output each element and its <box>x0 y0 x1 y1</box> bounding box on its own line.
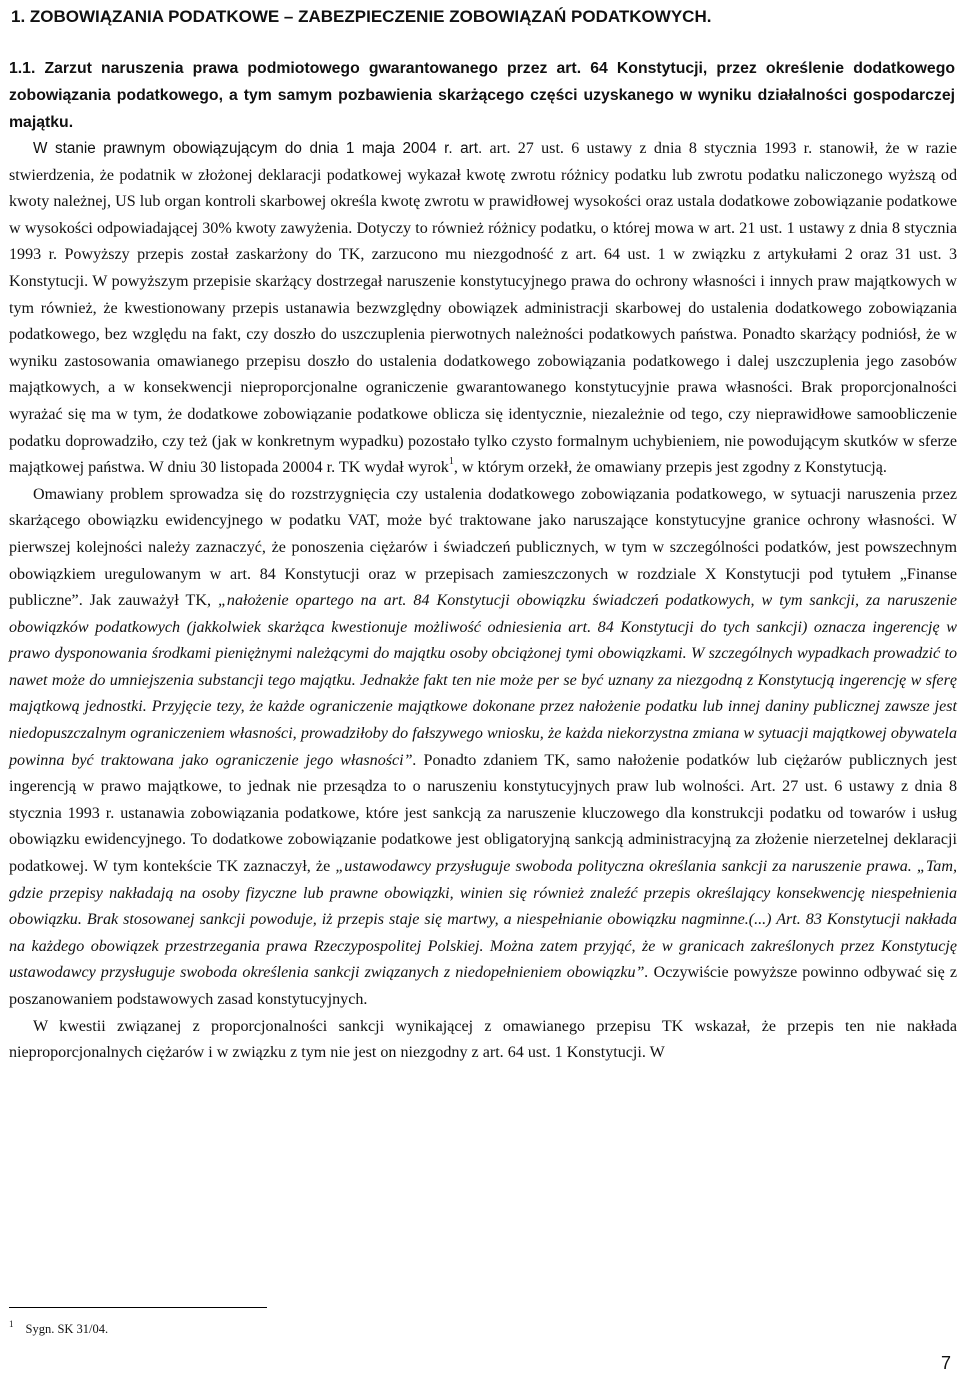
section-heading: 1. ZOBOWIĄZANIA PODATKOWE – ZABEZPIECZENIE ZOBOWIĄZAŃ PODATKOWYCH. <box>11 7 712 26</box>
page-number: 7 <box>940 1353 951 1373</box>
paragraph-2-ending: Oczywiście powyższe powinno odbywać się z poszanowaniem podstawowych zasad konstytucyjnych. <box>9 964 957 1008</box>
footnote-separator <box>9 1307 267 1308</box>
footnote-reference: 1 <box>448 456 454 468</box>
subsection-heading: 1.1. Zarzut naruszenia prawa podmiotowego gwarantowanego przez art. 64 Konstytucji, przez określenie dodatkowego zobowiązania podatkowego, a tym samym pozbawienia skarżącego części uzyskanego w wyniku działalności gospodarczej majątku. <box>9 60 955 131</box>
footnote-marker: 1 <box>9 1319 14 1329</box>
paragraph-1 <box>9 136 957 482</box>
paragraph-2-opening: Omawiany problem sprowadza się do rozstrzygnięcia czy ustalenia dodatkowego zobowiązania podatkowego, w sytuacji naruszenia przez skarżącego obowiązku ewidencyjnego w podatku VAT, może być traktowane jako naruszające konstytucyjne granice ochrony własności. W pierwszej kolejności należy zaznaczyć, że ponoszenia ciężarów i świadczeń publicznych, w tym w szczególności podatków, jest powszechnym obowiązkiem uregulowanym w art. 84 Konstytucji oraz w przepisach zamieszczonych w rozdziale X Konstytucji pod tytułem „Finanse publiczne”. Jak zauważył TK, <box>9 485 957 610</box>
paragraph-1-body: art. 27 ust. 6 ustawy z dnia 8 stycznia 1993 r. stanowił, że w razie stwierdzenia, że podatnik w złożonej deklaracji podatkowej wykazał kwotę zwrotu różnicy podatku lub zwrotu podatku naliczonego wyższą od kwoty należnej, US lub organ kontroli skarbowej określa kwotę zwrotu w prawidłowej wysokości oraz ustala dodatkowe zobowiązanie podatkowe w wysokości odpowiadającej 30% kwoty zawyżenia. Dotyczy to również różnicy podatku, o której mowa w art. 21 ust. 1 ustawy z dnia 8 stycznia 1993 r. Powyższy przepis został zaskarżony do TK, zarzucono mu niezgodność z art. 64 ust. 1 w związku z artykułami 2 oraz 31 ust. 3 Konstytucji. W powyższym przepisie skarżący dostrzegał naruszenie konstytucyjnego prawa do ochrony własności i innych praw majątkowych w tym również, że kwestionowany przepis ustanawia bezwzględny obowiązek administracji skarbowej do ustalenia dodatkowego zobowiązania podatkowego, bez względu na fakt, czy doszło do uszczuplenia pierwotnych należności podatkowych państwa. Ponadto skarżący podniósł, że w wyniku zastosowania omawianego przepisu doszło do ustalenia dodatkowego zobowiązania podatkowego i dalej uszczuplenia jego zasobów majątkowych, a w konsekwencji nieproporcjonalne ograniczenie gwarantowanego konstytucyjnie prawa własności. Brak proporcjonalności wyrażać się ma w tym, że dodatkowe zobowiązanie podatkowe oblicza się identycznie, niezależnie od tego, czy nieprawidłowe samoobliczenie podatku doprowadziło, czy też (jak w konkretnym wypadku) pozostało tylko czysto formalnym uchybieniem, nie powodującym skutków w sferze majątkowej państwa. W dniu 30 listopada 20004 r. TK wydał wyrok <box>9 140 957 477</box>
footnote <box>9 1316 108 1337</box>
body-text <box>9 136 957 1067</box>
paragraph-1-ending: , w którym orzekł, że omawiany przepis jest zgodny z Konstytucją. <box>453 459 887 477</box>
footnote-text: Sygn. SK 31/04. <box>25 1322 109 1336</box>
paragraph-2-middle: Ponadto zdaniem TK, samo nałożenie podatków lub ciężarów publicznych jest ingerencją w prawo majątkowe, to jednak nie przesądza to o naruszeniu konstytucyjnych praw lub wolności. Art. 27 ust. 6 ustawy z dnia 8 stycznia 1993 r. ustanawia zobowiązania podatkowe, które jest sankcją za naruszenie kluczowego dla konstrukcji podatku od towarów i usług obowiązku ewidencyjnego. To dodatkowe zobowiązanie podatkowe jest obligatoryjną sankcją administracyjną za złożenie nierzetelnej deklaracji podatkowej. W tym kontekście TK zaznaczył, że <box>9 751 957 876</box>
paragraph-3: W kwestii związanej z proporcjonalności sankcji wynikającej z omawianego przepisu TK wskazał, że przepis ten nie nakłada nieproporcjonalnych ciężarów i w związku z tym nie jest on niezgodny z art. 64 ust. 1 Konstytucji. W <box>9 1017 957 1062</box>
paragraph-2 <box>9 482 957 1014</box>
paragraph-1-opening: W stanie prawnym obowiązującym do dnia 1 maja 2004 r. art. <box>33 140 483 157</box>
tk-quotation-1: „nałożenie opartego na art. 84 Konstytucji obowiązku świadczeń podatkowych, w tym sankcji, za naruszenie obowiązków podatkowych (jakkolwiek skarżąca kwestionuje możliwość odniesienia art. 84 Konstytucji do tych sankcji) oznacza ingerencję w prawo dysponowania środkami pieniężnymi należącymi do majątku osoby obciążonej tymi obowiązkami. W szczególnych wypadkach prowadzić to nawet może do umniejszenia substancji tego majątku. Jednakże fakt ten nie może per se być uznany za niezgodną z Konstytucją ingerencję w sferę majątkową jednostki. Przyjęcie tezy, że każde ograniczenie majątkowe dokonane przez nałożenie podatku lub innej daniny publicznej zawsze jest niedopuszczalnym ograniczeniem własności, prowadziłoby do fałszywego wniosku, że każda niekorzystna zmiana w sytuacji majątkowej obywatela powinna być traktowana jako ograniczenie jego własności”. <box>9 592 957 769</box>
tk-quotation-2: „ustawodawcy przysługuje swoboda polityczna określania sankcji za naruszenie prawa. „Tam, gdzie przepisy nakładają na osoby fizyczne lub prawne obowiązki, winien się również znaleźć przepis określający konsekwencję niespełnienia obowiązku. Brak stosowanej sankcji powoduje, iż przepis staje się martwy, a niespełnianie obowiązku nagminne.(...) Art. 83 Konstytucji nakłada na każdego obowiązek przestrzegania prawa Rzeczypospolitej Polskiej. Można zatem przyjąć, że w granicach zakreślonych przez Konstytucję ustawodawcy przysługuje swoboda określenia sankcji związanych z niedopełnieniem obowiązku”. <box>9 858 958 982</box>
